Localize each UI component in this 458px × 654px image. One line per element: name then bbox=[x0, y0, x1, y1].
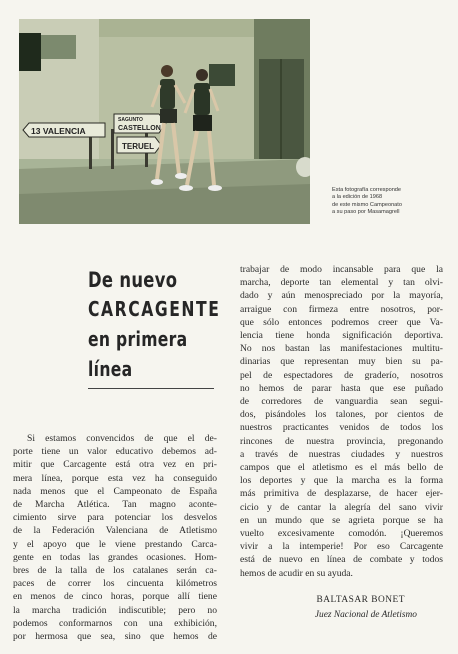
text-line: hemos de acudir en su ayuda. bbox=[240, 567, 353, 579]
author-title: Juez Nacional de Atletismo bbox=[314, 610, 417, 620]
sign-valencia-text: 13 VALENCIA bbox=[31, 126, 86, 136]
text-line: mera línea, porque esta vez ha conseguido bbox=[13, 472, 217, 484]
text-line: podemos conformarnos con una exhibición, bbox=[13, 617, 217, 629]
text-line: está de nuevo en línea de combate y todos bbox=[240, 554, 443, 566]
text-line: gente en todas las grandes ocasiones. Hom- bbox=[13, 551, 217, 563]
caption-line: de este mismo Campeonato bbox=[332, 201, 402, 208]
text-line: marcha, deporte tan elemental y tan olvi- bbox=[240, 277, 443, 289]
text-line: rincones de nuestra provincia, pregonando bbox=[240, 435, 443, 447]
castellon-road-sign bbox=[114, 114, 166, 133]
text-line: que sólo entonces podremos creer que Va- bbox=[240, 316, 443, 328]
author-name: BALTASAR BONET bbox=[316, 595, 405, 605]
text-line: nuestros practicantes venidos de todos los bbox=[240, 422, 443, 434]
text-line: cimiento sirve para potenciar los desvelos bbox=[13, 512, 217, 524]
sign-sagunto-text: SAGUNTO bbox=[118, 117, 143, 123]
text-line: más primitiva de desplazarse, de hacer ejer- bbox=[240, 488, 443, 500]
sign-teruel-text: TERUEL bbox=[122, 142, 154, 151]
valencia-road-sign bbox=[23, 123, 105, 137]
text-line: Si estamos convencidos de que el de- bbox=[27, 433, 217, 444]
headline-line-4: línea bbox=[88, 357, 133, 381]
text-line: nada menos que el Campeonato de España bbox=[13, 485, 217, 497]
text-line: trabajar de modo incansable para que la bbox=[240, 264, 443, 275]
text-line: No nos bastan las manifestaciones multitu- bbox=[240, 343, 443, 355]
text-line: vivir a la intemperie! Por eso Carcagente bbox=[240, 541, 443, 553]
text-line: y el apoyo que le viene prestando Carca- bbox=[13, 538, 217, 550]
text-line: por hermosa que sea, sino que hemos de bbox=[13, 631, 217, 643]
left-column bbox=[13, 432, 217, 643]
text-line: dos, pisándoles los talones, por cientos de bbox=[240, 409, 443, 421]
photo-caption bbox=[332, 187, 452, 217]
text-line: de Marcha Atlética. Tan magno aconte- bbox=[13, 499, 217, 511]
caption-line: a su paso por Masamagrell bbox=[332, 209, 400, 216]
text-line: de corredores de vanguardia sean segui- bbox=[240, 396, 443, 408]
text-line: bres de la talla de los catalanes serán ca- bbox=[13, 565, 217, 577]
text-line: a través de nuestras ciudades y nuestros bbox=[240, 448, 443, 460]
text-line: arraigue con firmeza entre nosotros, por- bbox=[240, 303, 443, 315]
text-line: los deportes y que la marcha es la forma bbox=[240, 475, 443, 487]
text-line: la marcha tradición indiscutible; pero no bbox=[13, 604, 217, 616]
text-line: dado y aún menospreciado por la mayoría, bbox=[240, 290, 443, 302]
sign-castellon-text: CASTELLON bbox=[118, 125, 161, 132]
text-line: de la Federación Valenciana de Atletismo bbox=[13, 525, 217, 537]
caption-line: a la edición de 1968 bbox=[332, 194, 383, 201]
headline-line-1: De nuevo bbox=[88, 268, 178, 292]
text-line: no hemos de parar hasta que ese puñado bbox=[240, 382, 443, 394]
article-headline bbox=[88, 266, 221, 384]
headline-line-3: en primera bbox=[88, 327, 188, 351]
text-line: en un mundo que se agrieta porque se ha bbox=[240, 514, 443, 526]
text-line: mitir que Carcagente está otra vez en pri- bbox=[13, 459, 217, 471]
race-photo bbox=[19, 19, 310, 224]
text-line: cicio y de cantar la alegría del sano vivir bbox=[240, 501, 443, 513]
headline-line-2: CARCAGENTE bbox=[88, 297, 221, 321]
caption-line: Esta fotografía corresponde bbox=[332, 187, 402, 193]
text-line: paces de correr los cincuenta kilómetros bbox=[13, 578, 217, 590]
text-line: campos que el atletismo es el más bello de bbox=[240, 462, 443, 474]
text-line: pel de espectadores de graderío, nosotros bbox=[240, 369, 443, 381]
text-line: porte tiene un valor educativo debemos ad- bbox=[13, 446, 217, 458]
teruel-road-sign bbox=[117, 137, 161, 153]
text-line: vuelto excesivamente comodón. ¡Queremos bbox=[240, 528, 443, 540]
text-line: lencia tiene honda significación deportiva. bbox=[240, 330, 443, 342]
headline-rule bbox=[88, 388, 214, 389]
text-line: dinarias que representan muy bien su pa- bbox=[240, 356, 443, 368]
text-line: en menos de cinco horas, porque allí tiene bbox=[13, 591, 217, 603]
right-column bbox=[240, 263, 443, 580]
